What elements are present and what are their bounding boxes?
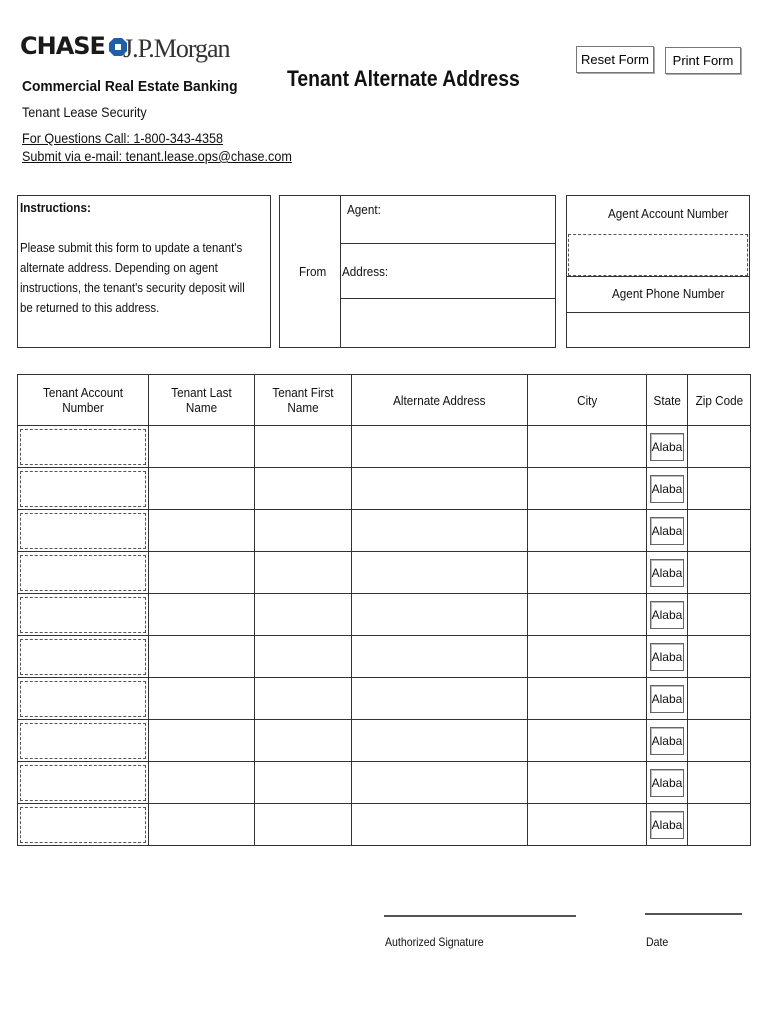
state-select[interactable]: Alaba bbox=[650, 517, 684, 545]
table-row bbox=[18, 552, 751, 594]
zip-cell[interactable] bbox=[688, 552, 751, 594]
state-select[interactable]: Alaba bbox=[650, 727, 684, 755]
city-cell[interactable] bbox=[528, 510, 647, 552]
alternate-address-cell[interactable] bbox=[352, 426, 528, 468]
tenant-account-input[interactable] bbox=[20, 429, 146, 465]
zip-cell[interactable] bbox=[688, 426, 751, 468]
first-name-cell[interactable] bbox=[255, 552, 352, 594]
state-cell bbox=[647, 552, 688, 594]
tenant-account-cell[interactable] bbox=[18, 636, 149, 678]
from-label: From bbox=[299, 264, 327, 279]
tenant-account-cell[interactable] bbox=[18, 468, 149, 510]
tenant-account-cell[interactable] bbox=[18, 426, 149, 468]
last-name-cell[interactable] bbox=[149, 804, 255, 846]
alternate-address-cell[interactable] bbox=[352, 636, 528, 678]
state-cell bbox=[647, 762, 688, 804]
state-select[interactable]: Alaba bbox=[650, 475, 684, 503]
table-row bbox=[18, 720, 751, 762]
column-header: Tenant Last Name bbox=[149, 375, 255, 426]
first-name-cell[interactable] bbox=[255, 594, 352, 636]
tenant-account-cell[interactable] bbox=[18, 720, 149, 762]
city-cell[interactable] bbox=[528, 804, 647, 846]
alternate-address-cell[interactable] bbox=[352, 720, 528, 762]
last-name-cell[interactable] bbox=[149, 762, 255, 804]
tenant-account-input[interactable] bbox=[20, 597, 146, 633]
state-cell bbox=[647, 510, 688, 552]
last-name-cell[interactable] bbox=[149, 510, 255, 552]
date-line[interactable] bbox=[645, 913, 742, 915]
table-row bbox=[18, 804, 751, 846]
tenant-account-input[interactable] bbox=[20, 471, 146, 507]
zip-cell[interactable] bbox=[688, 678, 751, 720]
tenant-account-input[interactable] bbox=[20, 639, 146, 675]
alternate-address-cell[interactable] bbox=[352, 804, 528, 846]
city-cell[interactable] bbox=[528, 594, 647, 636]
state-select[interactable]: Alaba bbox=[650, 559, 684, 587]
last-name-cell[interactable] bbox=[149, 636, 255, 678]
tenant-account-input[interactable] bbox=[20, 555, 146, 591]
tenant-account-cell[interactable] bbox=[18, 510, 149, 552]
alternate-address-cell[interactable] bbox=[352, 510, 528, 552]
table-row bbox=[18, 594, 751, 636]
table-row bbox=[18, 468, 751, 510]
phone-link[interactable]: For Questions Call: 1-800-343-4358 bbox=[22, 130, 224, 146]
table-row bbox=[18, 678, 751, 720]
tenant-account-cell[interactable] bbox=[18, 594, 149, 636]
tenant-account-input[interactable] bbox=[20, 765, 146, 801]
zip-cell[interactable] bbox=[688, 636, 751, 678]
jpmorgan-logo: J.P.Morgan bbox=[123, 34, 230, 63]
zip-cell[interactable] bbox=[688, 594, 751, 636]
table-header-row bbox=[18, 375, 751, 426]
signature-line[interactable] bbox=[384, 915, 576, 917]
zip-cell[interactable] bbox=[688, 720, 751, 762]
tenant-account-cell[interactable] bbox=[18, 762, 149, 804]
state-cell bbox=[647, 636, 688, 678]
alternate-address-cell[interactable] bbox=[352, 552, 528, 594]
agent-label: Agent: bbox=[347, 202, 381, 217]
city-cell[interactable] bbox=[528, 552, 647, 594]
first-name-cell[interactable] bbox=[255, 678, 352, 720]
tenant-account-cell[interactable] bbox=[18, 804, 149, 846]
alternate-address-cell[interactable] bbox=[352, 594, 528, 636]
zip-cell[interactable] bbox=[688, 804, 751, 846]
first-name-cell[interactable] bbox=[255, 510, 352, 552]
date-label: Date bbox=[646, 935, 669, 949]
state-select[interactable]: Alaba bbox=[650, 601, 684, 629]
address-label: Address: bbox=[342, 264, 389, 279]
column-header: City bbox=[528, 375, 647, 426]
page-title: Tenant Alternate Address bbox=[287, 66, 520, 91]
state-cell bbox=[647, 804, 688, 846]
tenant-account-cell[interactable] bbox=[18, 678, 149, 720]
agent-phone-label: Agent Phone Number bbox=[612, 286, 725, 301]
table-row bbox=[18, 636, 751, 678]
first-name-cell[interactable] bbox=[255, 804, 352, 846]
last-name-cell[interactable] bbox=[149, 594, 255, 636]
subdivision-name: Tenant Lease Security bbox=[22, 104, 147, 120]
column-header: Tenant First Name bbox=[255, 375, 352, 426]
state-select[interactable]: Alaba bbox=[650, 433, 684, 461]
table-row bbox=[18, 762, 751, 804]
email-link[interactable]: Submit via e-mail: tenant.lease.ops@chase.com bbox=[22, 148, 292, 164]
state-select[interactable]: Alaba bbox=[650, 769, 684, 797]
agent-divider bbox=[566, 276, 750, 277]
last-name-cell[interactable] bbox=[149, 426, 255, 468]
state-select[interactable]: Alaba bbox=[650, 811, 684, 839]
first-name-cell[interactable] bbox=[255, 720, 352, 762]
state-cell bbox=[647, 594, 688, 636]
reset-form-button[interactable]: Reset Form bbox=[576, 46, 654, 73]
zip-cell[interactable] bbox=[688, 762, 751, 804]
state-cell bbox=[647, 468, 688, 510]
first-name-cell[interactable] bbox=[255, 762, 352, 804]
first-name-cell[interactable] bbox=[255, 636, 352, 678]
last-name-cell[interactable] bbox=[149, 720, 255, 762]
zip-cell[interactable] bbox=[688, 468, 751, 510]
city-cell[interactable] bbox=[528, 636, 647, 678]
city-cell[interactable] bbox=[528, 678, 647, 720]
state-cell bbox=[647, 426, 688, 468]
first-name-cell[interactable] bbox=[255, 426, 352, 468]
last-name-cell[interactable] bbox=[149, 678, 255, 720]
tenant-account-input[interactable] bbox=[20, 807, 146, 843]
tenant-account-input[interactable] bbox=[20, 681, 146, 717]
table-row bbox=[18, 426, 751, 468]
city-cell[interactable] bbox=[528, 426, 647, 468]
state-select[interactable]: Alaba bbox=[650, 643, 684, 671]
column-header: State bbox=[647, 375, 688, 426]
tenant-account-input[interactable] bbox=[20, 723, 146, 759]
alternate-address-cell[interactable] bbox=[352, 762, 528, 804]
last-name-cell[interactable] bbox=[149, 468, 255, 510]
city-cell[interactable] bbox=[528, 720, 647, 762]
city-cell[interactable] bbox=[528, 468, 647, 510]
tenant-account-cell[interactable] bbox=[18, 552, 149, 594]
agent-account-label: Agent Account Number bbox=[608, 206, 729, 221]
address-field-line2[interactable] bbox=[340, 298, 556, 348]
agent-account-input[interactable] bbox=[568, 234, 748, 276]
tenant-account-input[interactable] bbox=[20, 513, 146, 549]
zip-cell[interactable] bbox=[688, 510, 751, 552]
division-name: Commercial Real Estate Banking bbox=[22, 78, 238, 95]
state-cell bbox=[647, 678, 688, 720]
state-cell bbox=[647, 720, 688, 762]
column-header: Alternate Address bbox=[352, 375, 528, 426]
city-cell[interactable] bbox=[528, 762, 647, 804]
last-name-cell[interactable] bbox=[149, 552, 255, 594]
first-name-cell[interactable] bbox=[255, 468, 352, 510]
chase-logo bbox=[20, 32, 128, 60]
column-header: Zip Code bbox=[688, 375, 751, 426]
print-form-button[interactable]: Print Form bbox=[665, 47, 741, 74]
column-header: Tenant Account Number bbox=[18, 375, 149, 426]
signature-label: Authorized Signature bbox=[385, 935, 484, 949]
table-row bbox=[18, 510, 751, 552]
chase-wordmark: CHASE bbox=[20, 32, 105, 60]
alternate-address-cell[interactable] bbox=[352, 468, 528, 510]
instructions-text: Please submit this form to update a tenant's alternate address. Depending on agent instructions, the tenant's security deposit will be returned to this address. bbox=[20, 240, 245, 315]
state-select[interactable]: Alaba bbox=[650, 685, 684, 713]
instructions-heading: Instructions: bbox=[20, 200, 91, 215]
agent-phone-input[interactable] bbox=[566, 312, 750, 348]
tenant-table bbox=[17, 374, 751, 846]
alternate-address-cell[interactable] bbox=[352, 678, 528, 720]
